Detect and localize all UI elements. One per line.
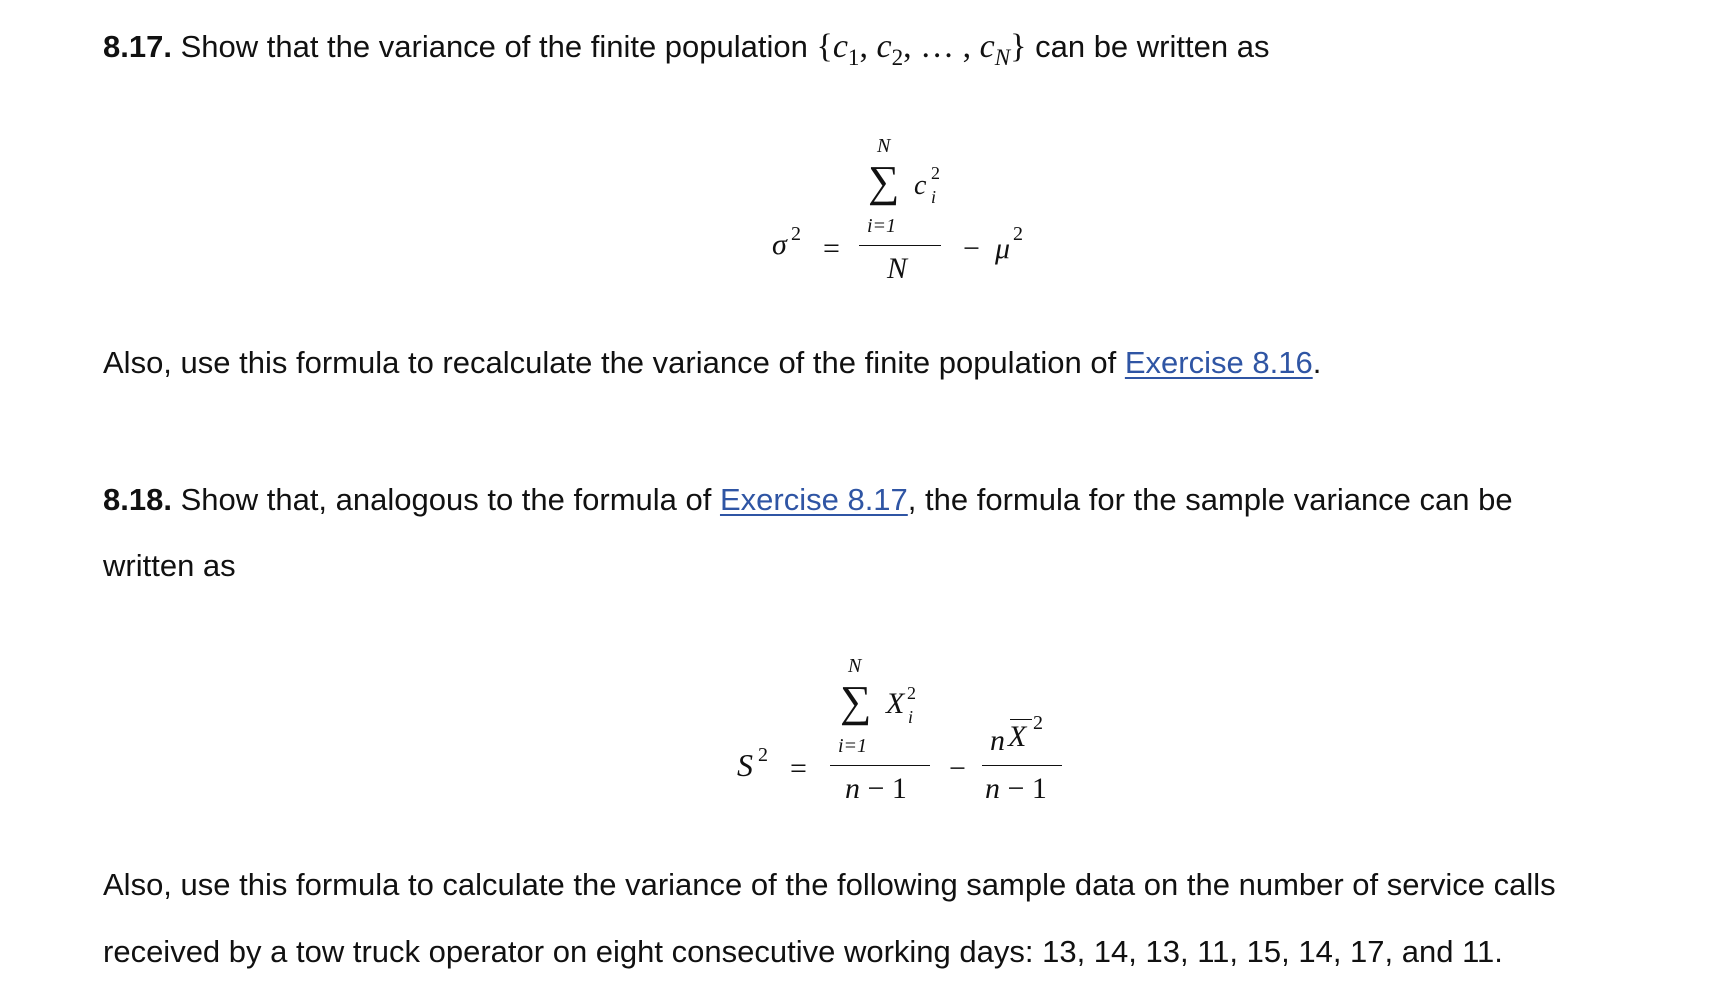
summand-exponent: 2 bbox=[907, 683, 916, 703]
exercise-8-18-statement bbox=[103, 480, 1513, 520]
denominator-1: n − 1 bbox=[845, 772, 907, 805]
exercise-8-17-statement bbox=[103, 27, 1269, 78]
sum-lower-limit: i=1 bbox=[867, 215, 897, 237]
exercise-number: 8.17. bbox=[103, 29, 172, 64]
summation-symbol: ∑ bbox=[840, 677, 872, 726]
fraction-bar bbox=[859, 245, 941, 246]
minus-sign: − bbox=[963, 232, 980, 265]
statement-text-end: , the formula for the sample variance can be bbox=[907, 482, 1513, 517]
s-exponent: 2 bbox=[758, 744, 768, 766]
minus-sign: − bbox=[949, 752, 966, 785]
statement-text: Show that the variance of the finite population bbox=[171, 29, 817, 64]
statement-text: Show that, analogous to the formula of bbox=[171, 482, 720, 517]
summand-exponent: 2 bbox=[931, 163, 940, 183]
s-symbol: S bbox=[737, 747, 753, 783]
sum-upper-limit: N bbox=[877, 135, 891, 157]
mu-symbol: μ bbox=[995, 232, 1011, 265]
sum-lower-limit: i=1 bbox=[838, 735, 868, 757]
summand-X: X bbox=[886, 687, 905, 720]
summand-subscript: i bbox=[908, 707, 914, 727]
mu-exponent: 2 bbox=[1013, 223, 1023, 245]
exercise-8-18-also-line1: Also, use this formula to calculate the variance of the following sample data on the number of service calls bbox=[103, 867, 1556, 902]
exercise-8-16-link[interactable]: Exercise 8.16 bbox=[1124, 345, 1313, 380]
also-text: Also, use this formula to recalculate the variance of the finite population of bbox=[103, 345, 1125, 380]
population-set: {$c_1$, $c_2$, … , $c_N$} bbox=[816, 28, 1027, 71]
statement-text-end: can be written as bbox=[1026, 29, 1270, 64]
x-bar-exponent: 2 bbox=[1033, 712, 1043, 734]
equals-sign: = bbox=[823, 232, 840, 265]
exercise-8-17-also: Also, use this formula to recalculate the variance of the finite population of Exercise 8.16. bbox=[103, 345, 1322, 380]
exercise-number: 8.18. bbox=[103, 482, 172, 517]
fraction-bar-2 bbox=[982, 765, 1062, 766]
denominator-N: N bbox=[887, 252, 908, 285]
sum-upper-limit: N bbox=[848, 655, 862, 677]
summand-subscript: i bbox=[931, 187, 937, 207]
summand-c: c bbox=[914, 170, 927, 201]
summation-symbol: ∑ bbox=[868, 157, 900, 206]
sigma-exponent: 2 bbox=[791, 223, 801, 245]
exercise-8-17-link[interactable]: Exercise 8.17 bbox=[719, 482, 908, 517]
fraction-bar-1 bbox=[830, 765, 930, 766]
denominator-2: n − 1 bbox=[985, 772, 1047, 805]
x-bar-overline bbox=[1010, 719, 1032, 720]
sigma-symbol: σ bbox=[772, 228, 787, 261]
exercise-8-18-statement-line2: written as bbox=[103, 548, 236, 583]
numerator-X-bar: X bbox=[1008, 720, 1027, 753]
numerator-n: n bbox=[990, 724, 1005, 757]
equals-sign: = bbox=[790, 752, 807, 785]
exercise-8-18-also-line2: received by a tow truck operator on eight consecutive working days: 13, 14, 13, 11, 15, 14, 17, and 11. bbox=[103, 934, 1503, 969]
